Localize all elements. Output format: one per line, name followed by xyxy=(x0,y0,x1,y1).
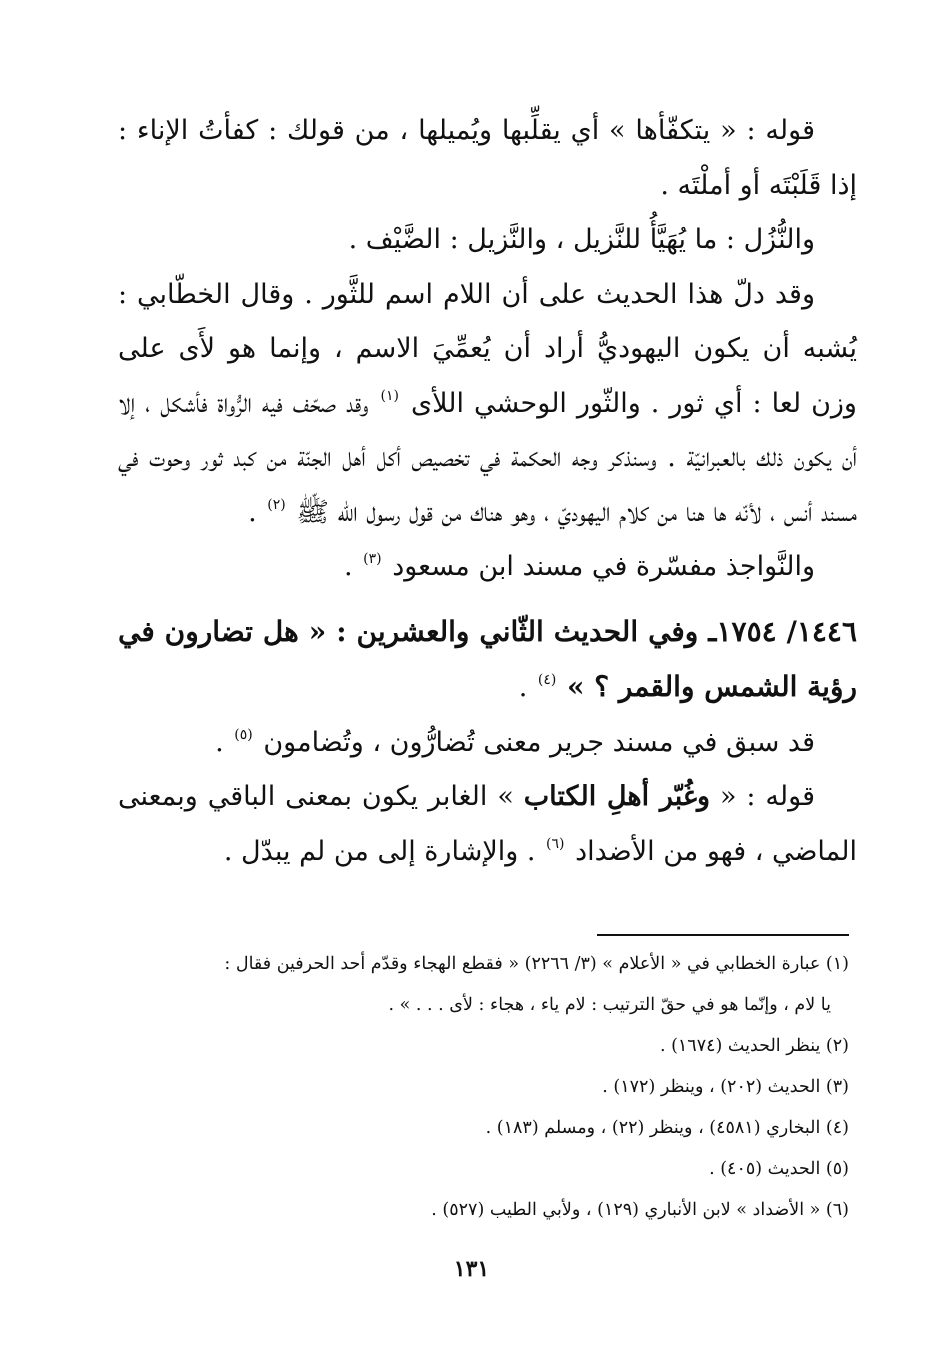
footnotes xyxy=(112,944,849,1231)
paragraph-khattabi: وقد دلّ هذا الحديث على أن اللام اسم للثَّور . وقال الخطّابي : يُشبه أن يكون اليهوديُّ أراد أن يُعمِّيَ الاسم ، وإنما هو لأَى على وزن لعا : أي ثور . والثّور الوحشي اللأى $^{(١)}$ وقد صحّف فيه الرُّواة فأشكل ، إلا أن يكون ذلك بالعبرانيّة . وسنذكر وجه الحكمة في تخصيص أكل أهل الجنّة من كبد ثور وحوت في مسند أنس ، لأنّه ها هنا من كلام اليهوديّ ، وهو هناك من قول رسول الله ﷺ $^{(٢)}$ . xyxy=(118,278,857,528)
quoted-phrase: وغُبّر أهلِ الكتاب xyxy=(523,781,711,812)
hadith-heading: ١٤٤٦/ ١٧٥٤ـ وفي الحديث الثّاني والعشرين : « هل تضارون في رؤية الشمس والقمر ؟ » $^{(٤)}$ . xyxy=(118,614,857,703)
footnote-marker-5: (٥) xyxy=(234,726,253,743)
paragraph-tudarrun: قد سبق في مسند جرير معنى تُضارُّون ، وتُضامون $^{(٥)}$ . xyxy=(215,726,815,758)
footnote-5: (٥) الحديث (٤٠٥) . xyxy=(709,1159,849,1179)
footnote-divider xyxy=(597,934,849,936)
footnote-2: (٢) ينظر الحديث (١٦٧٤) . xyxy=(659,1036,849,1056)
paragraph-ghubbar: قوله : « وغُبّر أهلِ الكتاب » الغابر يكون بمعنى الباقي وبمعنى الماضي ، فهو من الأضداد $^{(٦)}$ . والإشارة إلى من لم يبدّل . xyxy=(118,781,857,867)
paragraph-nawajidh: والنَّواجذ مفسّرة في مسند ابن مسعود $^{(٣)}$ . xyxy=(343,551,815,582)
footnote-6: (٦) « الأضداد » لابن الأنباري (١٢٩) ، ولأبي الطيب (٥٢٧) . xyxy=(431,1200,849,1220)
main-text xyxy=(118,104,857,879)
paragraph-nuzul: والنُّزُل : ما يُهَيَّأُ للنَّزيل ، والنَّزيل : الضَّيْف . xyxy=(348,224,815,255)
footnote-1-continued: يا لام ، وإنّما هو في حقّ الترتيب : لام ياء ، هجاء : لأى . . . » . xyxy=(388,995,831,1015)
footnote-marker-6: (٦) xyxy=(546,835,565,852)
footnote-marker-2: (٢) xyxy=(267,496,286,513)
footnote-4: (٤) البخاري (٤٥٨١) ، وينظر (٢٢) ، ومسلم (١٨٣) . xyxy=(485,1118,849,1138)
footnote-marker-3: (٣) xyxy=(363,551,382,567)
footnote-1: (١) عبارة الخطابي في « الأعلام » (٣/ ٢٢٦٦) « فقطع الهجاء وقدّم أحد الحرفين فقال : xyxy=(224,954,849,974)
footnote-marker-1: (١) xyxy=(380,387,399,404)
page-number: ١٣١ xyxy=(453,1256,490,1282)
paragraph-takaffa: قوله : « يتكفّأها » أي يقلِّبها ويُميلها ، من قولك : كفأتُ الإناء : إذا قَلَبْتَه أو أملْتَه . xyxy=(118,115,857,201)
footnote-3: (٣) الحديث (٢٠٢) ، وينظر (١٧٢) . xyxy=(602,1077,849,1097)
footnote-marker-4: (٤) xyxy=(537,672,557,688)
